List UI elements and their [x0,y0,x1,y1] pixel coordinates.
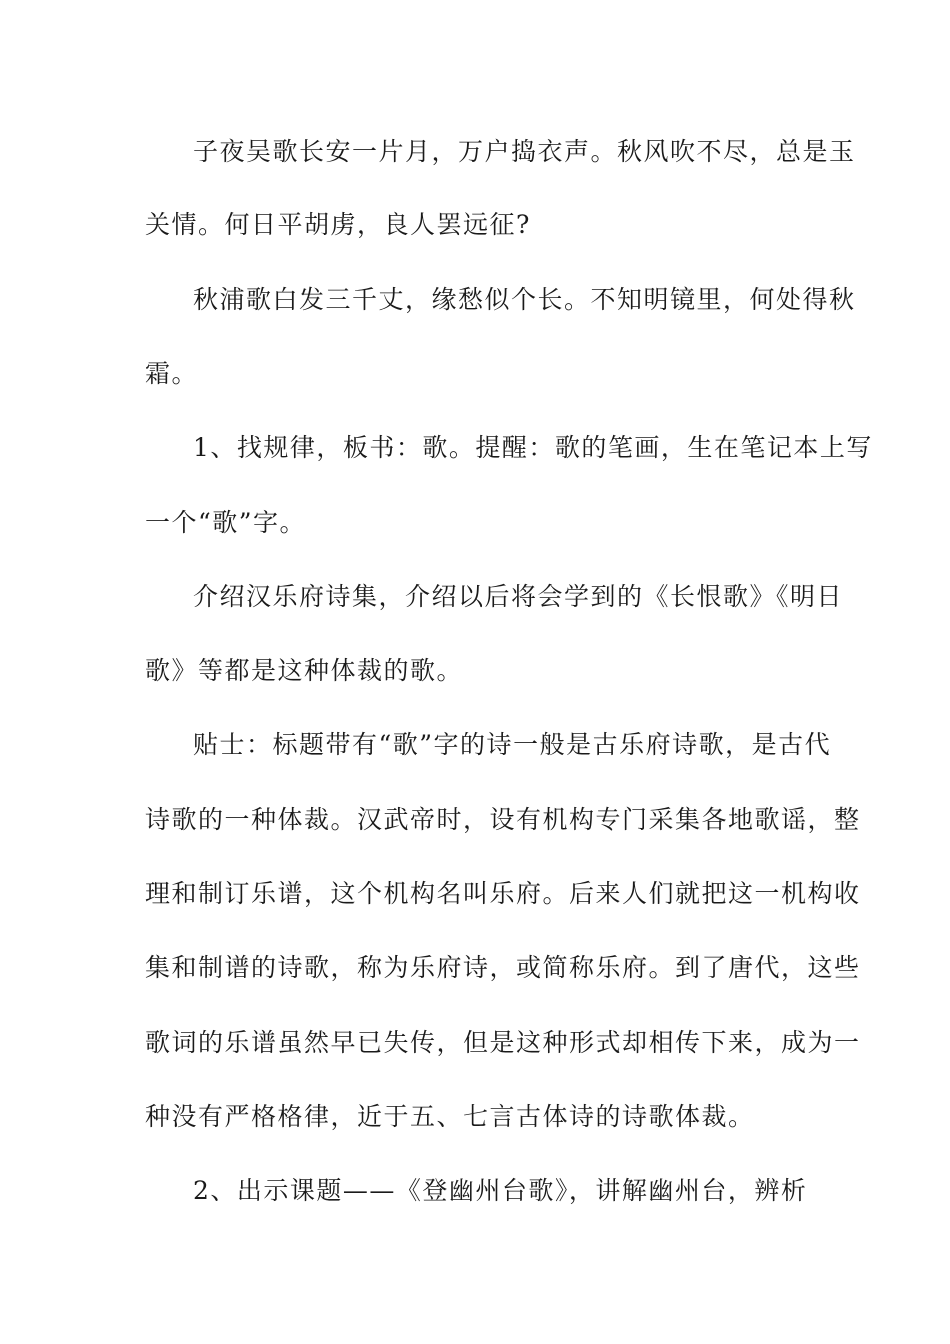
paragraph-line: 诗歌的一种体裁。汉武帝时，设有机构专门采集各地歌谣，整 [145,805,861,834]
paragraph-line: 贴士：标题带有“歌”字的诗一般是古乐府诗歌，是古代 [193,730,832,759]
paragraph-line: 介绍汉乐府诗集，介绍以后将会学到的《长恨歌》《明日 [193,582,844,611]
paragraph-line: 一个“歌”字。 [145,508,307,537]
paragraph-line: 1、找规律，板书：歌。提醒：歌的笔画，生在笔记本上写 [193,433,873,462]
paragraph-line: 歌词的乐谱虽然早已失传，但是这种形式却相传下来，成为一 [145,1028,861,1057]
paragraph-line: 歌》等都是这种体裁的歌。 [145,656,464,685]
paragraph-line: 霜。 [145,359,199,388]
paragraph-line: 秋浦歌白发三千丈，缘愁似个长。不知明镜里，何处得秋 [193,285,856,314]
paragraph-line: 子夜吴歌长安一片月，万户捣衣声。秋风吹不尽，总是玉 [193,137,856,166]
paragraph-line: 2、出示课题——《登幽州台歌》，讲解幽州台，辨析 [193,1176,808,1205]
paragraph-line: 关情。何日平胡虏，良人罢远征? [145,210,531,239]
paragraph-line: 种没有严格格律，近于五、七言古体诗的诗歌体裁。 [145,1102,755,1131]
paragraph-line: 理和制订乐谱，这个机构名叫乐府。后来人们就把这一机构收 [145,879,861,908]
paragraph-line: 集和制谱的诗歌，称为乐府诗，或简称乐府。到了唐代，这些 [145,953,861,982]
